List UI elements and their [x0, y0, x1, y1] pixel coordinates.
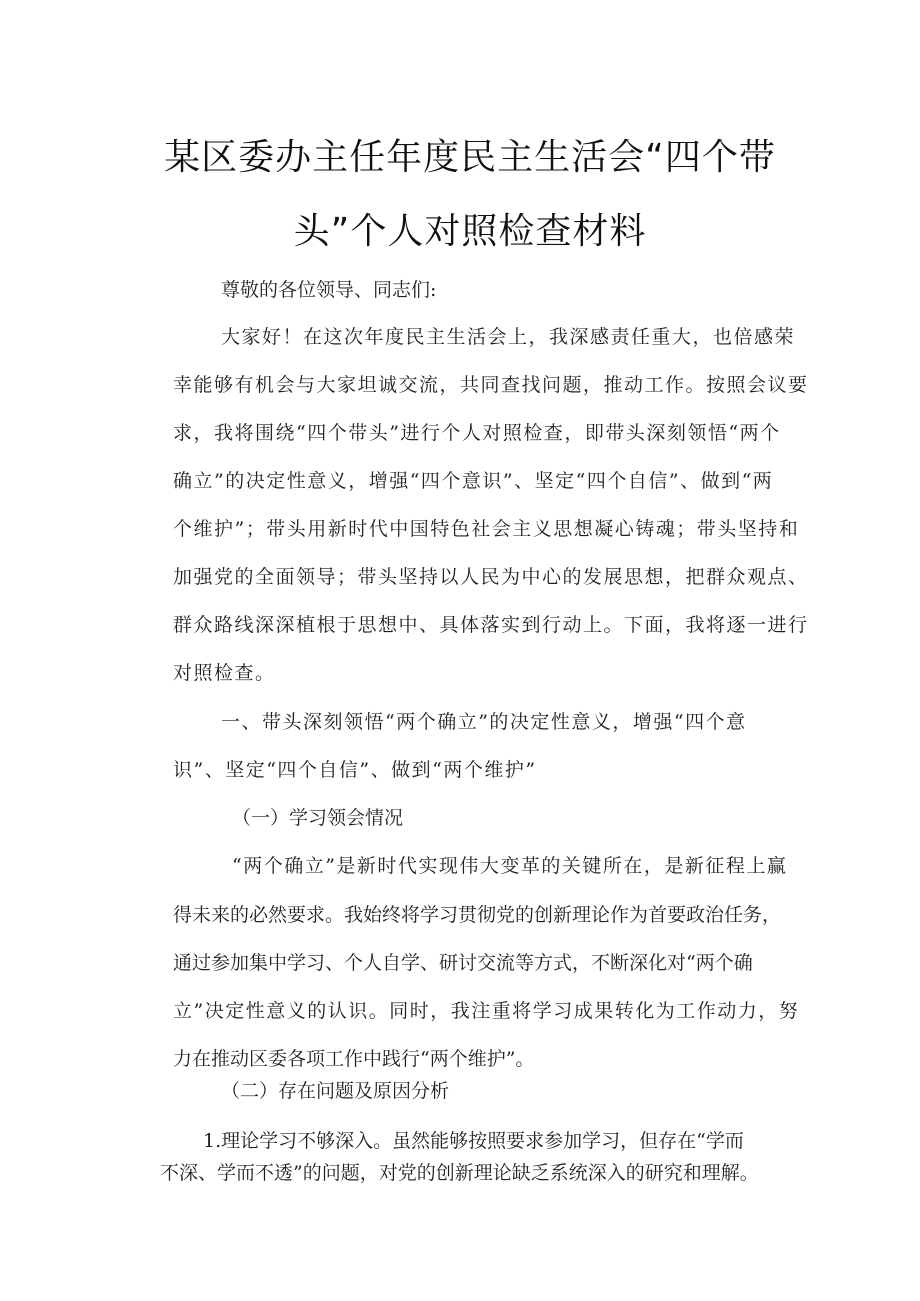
intro-line-4: 确立”的决定性意义，增强“四个意识”、坚定“四个自信”、做到“两: [173, 470, 774, 492]
salutation: 尊敬的各位领导、同志们:: [221, 279, 437, 301]
intro-line-5: 个维护”；带头用新时代中国特色社会主义思想凝心铸魂；带头坚持和: [173, 518, 800, 540]
section-1-heading-line-2: 识”、坚定“四个自信”、做到“两个维护”: [173, 759, 537, 781]
para-1-line-5: 力在推动区委各项工作中践行“两个维护”。: [173, 1048, 535, 1070]
para-1-line-1: “两个确立”是新时代实现伟大变革的关键所在，是新征程上赢: [232, 855, 788, 877]
item-1-line-2: 不深、学而不透”的问题，对党的创新理论缺乏系统深入的研究和理解。: [160, 1162, 759, 1184]
section-1-heading-line-1: 一、带头深刻领悟“两个确立”的决定性意义，增强“四个意: [221, 711, 747, 733]
subsection-heading-1: （一）学习领会情况: [232, 807, 404, 829]
intro-line-3: 求，我将围绕“四个带头”进行个人对照检查，即带头深刻领悟“两个: [173, 422, 781, 444]
intro-line-6: 加强党的全面领导；带头坚持以人民为中心的发展思想，把群众观点、: [173, 566, 809, 588]
intro-line-8: 对照检查。: [173, 662, 276, 684]
intro-line-2: 幸能够有机会与大家坦诚交流，共同查找问题，推动工作。按照会议要: [173, 374, 809, 396]
para-1-line-2: 得未来的必然要求。我始终将学习贯彻党的创新理论作为首要政治任务，: [173, 904, 782, 926]
intro-line-7: 群众路线深深植根于思想中、具体落实到行动上。下面，我将逐一进行: [173, 614, 809, 636]
para-1-line-4: 立”决定性意义的认识。同时，我注重将学习成果转化为工作动力，努: [173, 1000, 800, 1022]
document-title-line-2: 头”个人对照检查材料: [293, 211, 647, 252]
document-title-line-1: 某区委办主任年度民主生活会“四个带: [164, 137, 776, 178]
subsection-heading-2: （二）存在问题及原因分析: [221, 1080, 450, 1102]
intro-line-1: 大家好！在这次年度民主生活会上，我深感责任重大，也倍感荣: [221, 326, 796, 348]
para-1-line-3: 通过参加集中学习、个人自学、研讨交流等方式，不断深化对“两个确: [173, 952, 753, 974]
item-1-line-1: 1.理论学习不够深入。虽然能够按照要求参加学习，但存在“学而: [203, 1130, 744, 1152]
